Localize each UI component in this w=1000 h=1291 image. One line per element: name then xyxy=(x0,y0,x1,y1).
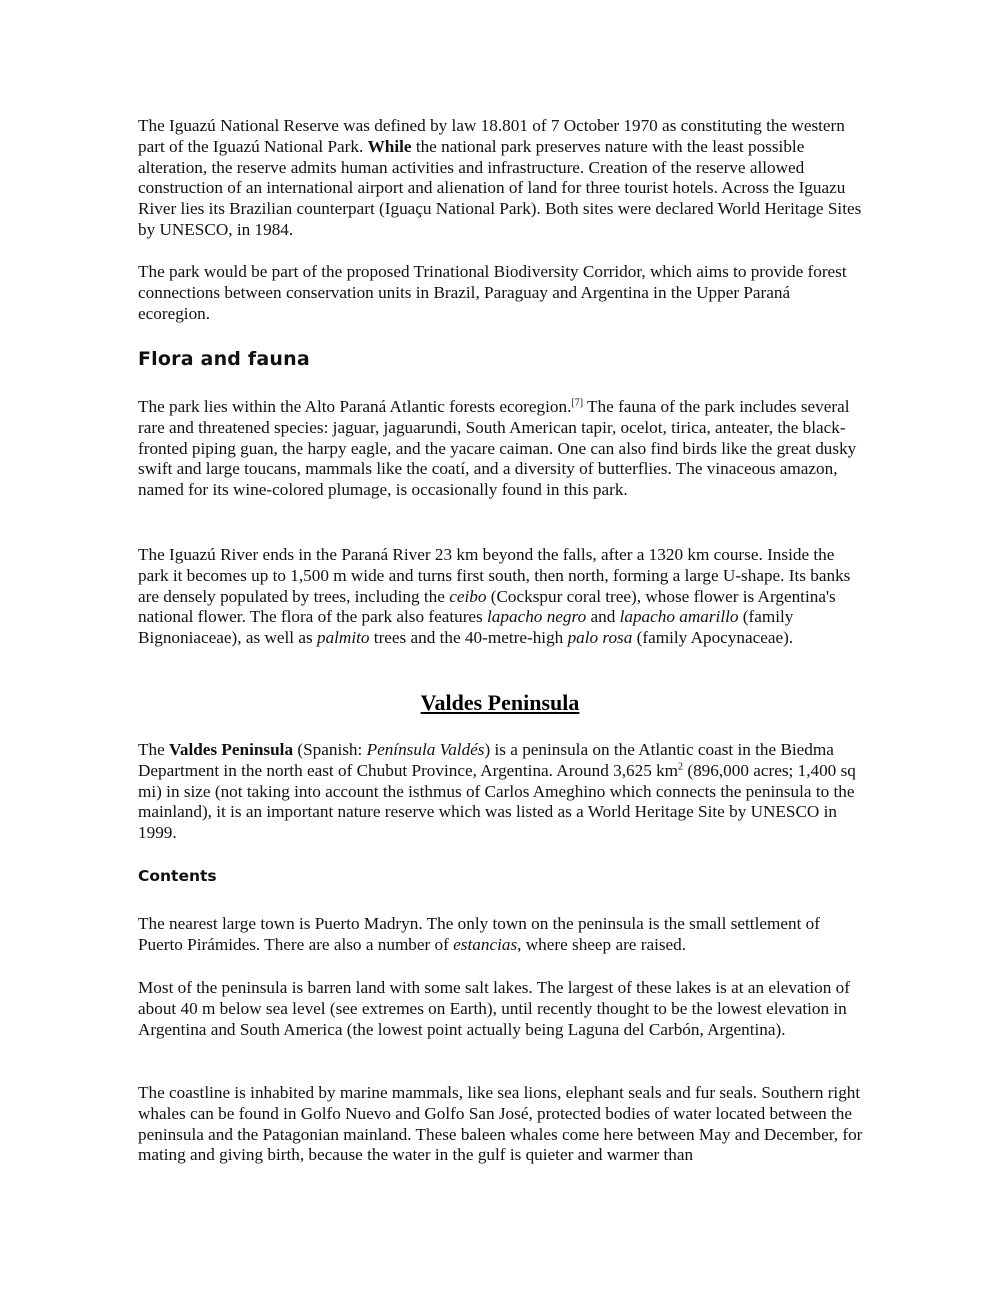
paragraph-marine-mammals: The coastline is inhabited by marine mammals, like sea lions, elephant seals and fur seals. Southern right whales can be found in Golfo Nuevo and Golfo San José, protected bodies of water located between the peninsula and the Patagonian mainland. These baleen whales come here between May and December, for mating and giving birth, because the water in the gulf is quieter and warmer than xyxy=(138,1083,863,1165)
heading-flora-fauna: Flora and fauna xyxy=(138,348,310,370)
paragraph-fauna: The park lies within the Alto Paraná Atlantic forests ecoregion.[7] The fauna of the park includes several rare and threatened species: jaguar, jaguarundi, South American tapir, ocelot, tirica, anteater, the black-fronted piping guan, the harpy eagle, and the yacare caiman. One can also find birds like the great dusky swift and large toucans, mammals like the coatí, and a diversity of butterflies. The vinaceous amazon, named for its wine-colored plumage, is occasionally found in this park. xyxy=(138,397,857,500)
paragraph-valdes-intro: The Valdes Peninsula (Spanish: Península Valdés) is a peninsula on the Atlantic coast in the Biedma Department in the north east of Chubut Province, Argentina. Around 3,625 $km^2$ (896,000 acres; 1,400 sq mi) in size (not taking into account the isthmus of Carlos Ameghino which connects the peninsula to the mainland), it is an important nature reserve which was listed as a World Heritage Site by UNESCO in 1999. xyxy=(138,740,856,843)
paragraph-biodiversity-corridor: The park would be part of the proposed Trinational Biodiversity Corridor, which aims to provide forest connections between conservation units in Brazil, Paraguay and Argentina in the Upper Paraná ecoregion. xyxy=(138,262,847,323)
paragraph-iguazu-river: The Iguazú River ends in the Paraná River 23 km beyond the falls, after a 1320 km course. Inside the park it becomes up to 1,500 m wide and turns first south, then north, forming a large U-shape. Its banks are densely populated by trees, including the ceibo (Cockspur coral tree), whose flower is Argentina's national flower. The flora of the park also features lapacho negro and lapacho amarillo (family Bignoniaceae), as well as palmito trees and the 40-metre-high palo rosa (family Apocynaceae). xyxy=(138,545,851,648)
heading-contents: Contents xyxy=(138,867,217,885)
paragraph-salt-lakes: Most of the peninsula is barren land with some salt lakes. The largest of these lakes is at an elevation of about 40 m below sea level (see extremes on Earth), until recently thought to be the lowest elevation in Argentina and South America (the lowest point actually being Laguna del Carbón, Argentina). xyxy=(138,978,850,1039)
citation-superscript[interactable]: [7] xyxy=(571,397,584,409)
paragraph-towns: The nearest large town is Puerto Madryn. The only town on the peninsula is the small settlement of Puerto Pirámides. There are also a number of estancias, where sheep are raised. xyxy=(138,914,820,954)
heading-valdes-peninsula: Valdes Peninsula xyxy=(420,690,580,715)
paragraph-iguazu-reserve: The Iguazú National Reserve was defined by law 18.801 of 7 October 1970 as constituting the western part of the Iguazú National Park. While the national park preserves nature with the least possible alteration, the reserve admits human activities and infrastructure. Creation of the reserve allowed construction of an international airport and alienation of land for three tourist hotels. Across the Iguazu River lies its Brazilian counterpart (Iguaçu National Park). Both sites were declared World Heritage Sites by UNESCO, in 1984. xyxy=(138,116,862,239)
